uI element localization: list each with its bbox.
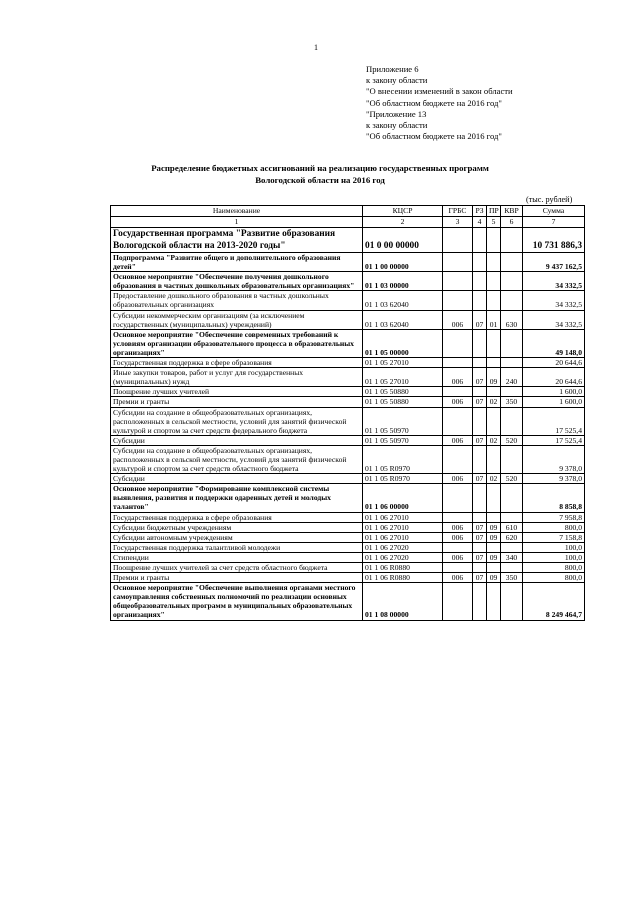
row-name: Субсидии бюджетным учреждениям [111, 522, 363, 532]
row-pr [487, 407, 501, 435]
row-grbs [443, 387, 473, 397]
row-name: Подпрограмма "Развитие общего и дополнительного образования детей" [111, 253, 363, 272]
table-row [111, 253, 585, 272]
row-sum: 49 148,0 [523, 329, 585, 357]
row-name: Стипендии [111, 552, 363, 562]
row-kvr: 350 [501, 397, 523, 407]
header-name: Наименование [111, 206, 363, 217]
column-number: 2 [363, 217, 443, 228]
row-grbs [443, 542, 473, 552]
table-row [111, 445, 585, 473]
row-rz [473, 253, 487, 272]
row-name: Основное мероприятие "Обеспечение современных требований к условиям организации образовательного процесса в образовательных организациях" [111, 329, 363, 357]
row-kcsr: 01 1 05 R0970 [363, 474, 443, 484]
row-sum: 20 644,6 [523, 358, 585, 368]
row-kcsr: 01 1 05 R0970 [363, 445, 443, 473]
row-sum: 20 644,6 [523, 368, 585, 387]
row-grbs [443, 445, 473, 473]
row-kcsr: 01 1 03 62040 [363, 291, 443, 310]
row-pr [487, 583, 501, 620]
row-rz: 07 [473, 552, 487, 562]
row-grbs [443, 272, 473, 291]
row-grbs [443, 583, 473, 620]
row-pr: 09 [487, 532, 501, 542]
row-kcsr: 01 1 05 50970 [363, 435, 443, 445]
table-row [111, 563, 585, 573]
row-sum: 17 525,4 [523, 407, 585, 435]
column-number: 7 [523, 217, 585, 228]
row-sum: 9 437 162,5 [523, 253, 585, 272]
row-sum: 8 858,8 [523, 484, 585, 512]
row-name: Предоставление дошкольного образования в частных дошкольных образовательных организациях [111, 291, 363, 310]
row-grbs [443, 253, 473, 272]
row-kcsr: 01 1 05 50880 [363, 397, 443, 407]
row-sum: 100,0 [523, 542, 585, 552]
header-row [111, 206, 585, 217]
table-row [111, 329, 585, 357]
appendix-line: "Приложение 13 [366, 108, 427, 119]
row-name: Государственная поддержка талантливой молодежи [111, 542, 363, 552]
row-grbs [443, 407, 473, 435]
row-kcsr: 01 1 05 00000 [363, 329, 443, 357]
row-name: Поощрение лучших учителей [111, 387, 363, 397]
row-name: Субсидии [111, 474, 363, 484]
row-name: Основное мероприятие "Обеспечение получения дошкольного образования в частных дошкольных образовательных организациях" [111, 272, 363, 291]
row-kvr [501, 563, 523, 573]
row-kvr [501, 445, 523, 473]
row-kcsr: 01 1 06 00000 [363, 484, 443, 512]
row-sum: 9 378,0 [523, 445, 585, 473]
header-rz: РЗ [473, 206, 487, 217]
row-name: Субсидии автономным учреждениям [111, 532, 363, 542]
row-rz [473, 445, 487, 473]
row-kvr [501, 512, 523, 522]
row-sum: 34 332,5 [523, 310, 585, 329]
table-row [111, 552, 585, 562]
row-kvr: 240 [501, 368, 523, 387]
row-sum: 9 378,0 [523, 474, 585, 484]
row-pr [487, 329, 501, 357]
table-row [111, 512, 585, 522]
row-pr [487, 445, 501, 473]
row-kvr [501, 542, 523, 552]
row-kvr [501, 272, 523, 291]
row-grbs: 006 [443, 310, 473, 329]
document-title [112, 162, 528, 186]
row-grbs [443, 228, 473, 253]
row-kcsr: 01 1 05 50970 [363, 407, 443, 435]
row-rz [473, 291, 487, 310]
column-number: 1 [111, 217, 363, 228]
row-kvr [501, 253, 523, 272]
header-kcsr: КЦСР [363, 206, 443, 217]
table-row [111, 272, 585, 291]
row-rz [473, 484, 487, 512]
row-rz [473, 407, 487, 435]
row-sum: 1 600,0 [523, 397, 585, 407]
header-kvr: КВР [501, 206, 523, 217]
table-row [111, 228, 585, 253]
column-number-row [111, 217, 585, 228]
row-grbs: 006 [443, 522, 473, 532]
appendix-line: к закону области [366, 75, 428, 86]
row-rz: 07 [473, 310, 487, 329]
row-grbs: 006 [443, 474, 473, 484]
units-label: (тыс. рублей) [526, 195, 573, 204]
title-line: Вологодской области на 2016 год [255, 175, 385, 185]
row-grbs: 006 [443, 368, 473, 387]
row-kcsr: 01 1 06 27010 [363, 522, 443, 532]
row-pr [487, 358, 501, 368]
row-rz: 07 [473, 397, 487, 407]
row-name: Премии и гранты [111, 397, 363, 407]
row-name: Субсидии некоммерческим организациям (за исключением государственных (муниципальных) учреждений) [111, 310, 363, 329]
header-sum: Сумма [523, 206, 585, 217]
table-row [111, 522, 585, 532]
row-kcsr: 01 1 06 27020 [363, 542, 443, 552]
row-kcsr: 01 0 00 00000 [363, 228, 443, 253]
row-name: Поощрение лучших учителей за счет средств областного бюджета [111, 563, 363, 573]
row-kvr [501, 407, 523, 435]
table-row [111, 358, 585, 368]
appendix-line: Приложение 6 [366, 64, 419, 74]
row-grbs [443, 512, 473, 522]
row-sum: 17 525,4 [523, 435, 585, 445]
row-kvr: 520 [501, 474, 523, 484]
row-pr [487, 387, 501, 397]
row-sum: 1 600,0 [523, 387, 585, 397]
table-row [111, 435, 585, 445]
row-sum: 10 731 886,3 [523, 228, 585, 253]
row-pr [487, 563, 501, 573]
row-kvr [501, 228, 523, 253]
row-kvr: 620 [501, 532, 523, 542]
row-rz [473, 563, 487, 573]
appendix-line: "О внесении изменений в закон области [366, 86, 513, 97]
row-kcsr: 01 1 00 00000 [363, 253, 443, 272]
column-number: 6 [501, 217, 523, 228]
row-sum: 7 958,8 [523, 512, 585, 522]
row-pr: 09 [487, 552, 501, 562]
row-grbs: 006 [443, 435, 473, 445]
row-pr [487, 228, 501, 253]
header-grbs: ГРБС [443, 206, 473, 217]
row-sum: 800,0 [523, 573, 585, 583]
row-grbs: 006 [443, 552, 473, 562]
row-name: Государственная поддержка в сфере образования [111, 512, 363, 522]
row-grbs [443, 291, 473, 310]
table-row [111, 310, 585, 329]
page-number: 1 [314, 43, 318, 52]
appendix-header [366, 64, 513, 142]
row-name: Субсидии на создание в общеобразовательных организациях, расположенных в сельской местности, условий для занятий физической культурой и спортом за счет средств областного бюджета [111, 445, 363, 473]
row-pr: 09 [487, 573, 501, 583]
table-row [111, 368, 585, 387]
row-kcsr: 01 1 06 27010 [363, 532, 443, 542]
row-kcsr: 01 1 05 27010 [363, 358, 443, 368]
row-kcsr: 01 1 05 50880 [363, 387, 443, 397]
row-kcsr: 01 1 03 62040 [363, 310, 443, 329]
row-grbs [443, 329, 473, 357]
row-pr [487, 272, 501, 291]
row-rz [473, 329, 487, 357]
row-grbs: 006 [443, 573, 473, 583]
row-grbs: 006 [443, 532, 473, 542]
row-pr [487, 484, 501, 512]
table-row [111, 397, 585, 407]
row-grbs: 006 [443, 397, 473, 407]
table-row [111, 573, 585, 583]
row-rz [473, 272, 487, 291]
row-rz: 07 [473, 368, 487, 387]
row-sum: 800,0 [523, 563, 585, 573]
row-name: Премии и гранты [111, 573, 363, 583]
budget-table [110, 205, 585, 621]
row-pr: 09 [487, 522, 501, 532]
row-kvr [501, 387, 523, 397]
row-kvr [501, 484, 523, 512]
row-sum: 800,0 [523, 522, 585, 532]
row-kvr: 340 [501, 552, 523, 562]
appendix-line: к закону области [366, 120, 428, 131]
row-rz: 07 [473, 435, 487, 445]
row-name: Государственная поддержка в сфере образования [111, 358, 363, 368]
column-number: 3 [443, 217, 473, 228]
row-name: Иные закупки товаров, работ и услуг для государственных (муниципальных) нужд [111, 368, 363, 387]
appendix-line: "Об областном бюджете на 2016 год" [366, 131, 502, 142]
row-rz [473, 228, 487, 253]
row-rz [473, 542, 487, 552]
row-kvr [501, 583, 523, 620]
row-kvr: 520 [501, 435, 523, 445]
row-pr: 09 [487, 368, 501, 387]
row-pr [487, 512, 501, 522]
row-kvr [501, 329, 523, 357]
row-grbs [443, 563, 473, 573]
column-number: 5 [487, 217, 501, 228]
row-kvr [501, 358, 523, 368]
row-name: Основное мероприятие "Обеспечение выполнения органами местного самоуправления собственных полномочий по реализации основных общеобразовательных программ в муниципальных образовательных организациях" [111, 583, 363, 620]
table-row [111, 474, 585, 484]
row-rz [473, 583, 487, 620]
row-pr: 02 [487, 435, 501, 445]
row-rz [473, 387, 487, 397]
row-pr: 02 [487, 474, 501, 484]
row-kvr: 350 [501, 573, 523, 583]
row-grbs [443, 484, 473, 512]
row-grbs [443, 358, 473, 368]
column-number: 4 [473, 217, 487, 228]
row-kcsr: 01 1 08 00000 [363, 583, 443, 620]
row-pr: 02 [487, 397, 501, 407]
table-row [111, 407, 585, 435]
row-kcsr: 01 1 06 R0880 [363, 573, 443, 583]
row-kvr [501, 291, 523, 310]
row-sum: 100,0 [523, 552, 585, 562]
row-rz: 07 [473, 522, 487, 532]
row-rz: 07 [473, 532, 487, 542]
table-row [111, 484, 585, 512]
table-row [111, 532, 585, 542]
row-kcsr: 01 1 06 R0880 [363, 563, 443, 573]
row-sum: 34 332,5 [523, 291, 585, 310]
row-kcsr: 01 1 06 27010 [363, 512, 443, 522]
header-pr: ПР [487, 206, 501, 217]
row-name: Государственная программа "Развитие образования Вологодской области на 2013-2020 годы" [111, 228, 363, 253]
row-rz [473, 358, 487, 368]
table-row [111, 387, 585, 397]
row-kcsr: 01 1 06 27020 [363, 552, 443, 562]
row-name: Основное мероприятие "Формирование комплексной системы выявления, развития и поддержки одаренных детей и молодых талантов" [111, 484, 363, 512]
row-sum: 8 249 464,7 [523, 583, 585, 620]
table-row [111, 291, 585, 310]
row-pr: 01 [487, 310, 501, 329]
row-kvr: 610 [501, 522, 523, 532]
row-kcsr: 01 1 05 27010 [363, 368, 443, 387]
row-pr [487, 253, 501, 272]
row-kcsr: 01 1 03 00000 [363, 272, 443, 291]
row-rz [473, 512, 487, 522]
row-pr [487, 291, 501, 310]
row-sum: 7 158,8 [523, 532, 585, 542]
appendix-line: "Об областном бюджете на 2016 год" [366, 97, 502, 108]
row-rz: 07 [473, 573, 487, 583]
row-name: Субсидии на создание в общеобразовательных организациях, расположенных в сельской местности, условий для занятий физической культурой и спортом за счет средств федерального бюджета [111, 407, 363, 435]
row-pr [487, 542, 501, 552]
table-row [111, 583, 585, 620]
row-name: Субсидии [111, 435, 363, 445]
row-sum: 34 332,5 [523, 272, 585, 291]
row-rz: 07 [473, 474, 487, 484]
title-line: Распределение бюджетных ассигнований на реализацию государственных программ [151, 163, 489, 173]
row-kvr: 630 [501, 310, 523, 329]
table-row [111, 542, 585, 552]
